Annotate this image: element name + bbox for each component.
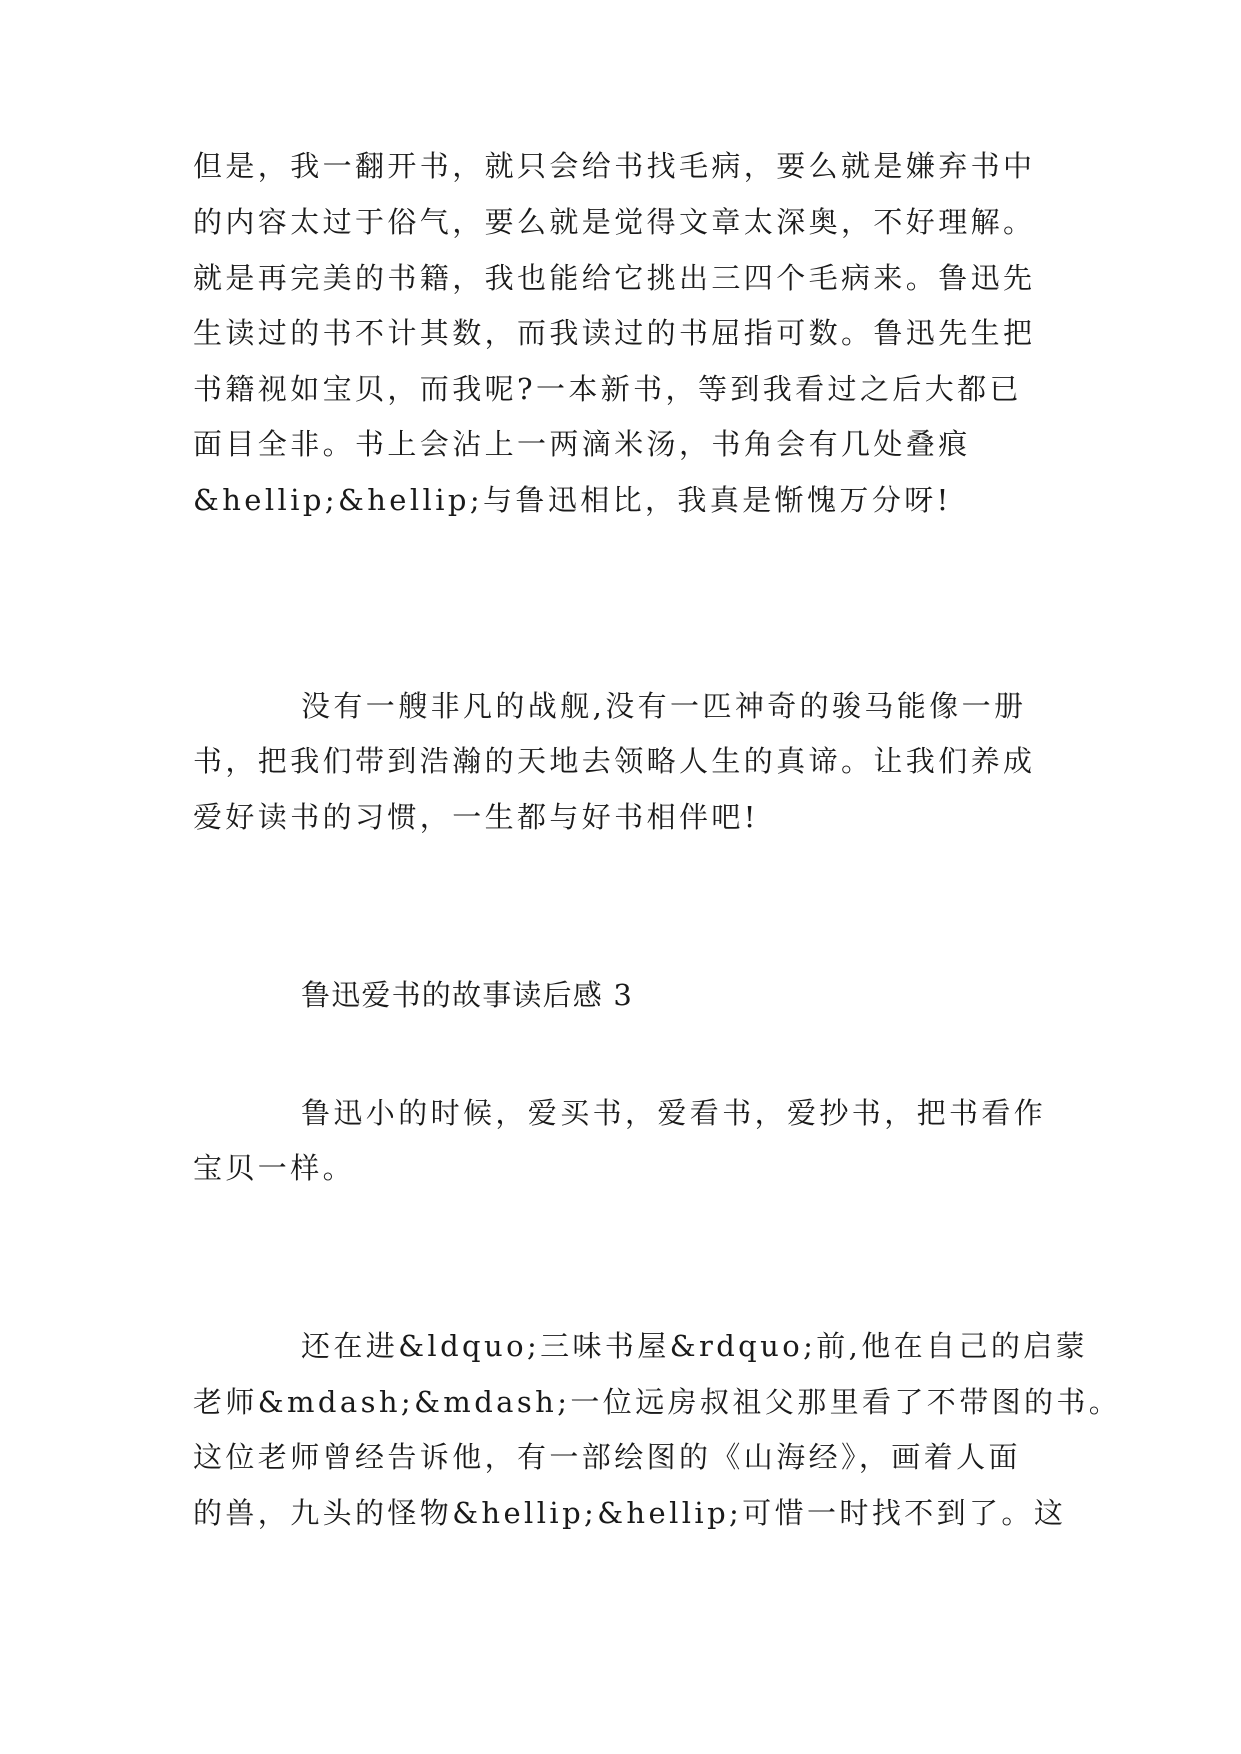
paragraph-line: 面目全非。书上会沾上一两滴米汤，书角会有几处叠痕 xyxy=(193,427,971,461)
paragraph-line: 还在进&ldquo;三味书屋&rdquo;前,他在自己的启蒙 xyxy=(301,1329,1089,1363)
paragraph-line: 书籍视如宝贝，而我呢?一本新书，等到我看过之后大都已 xyxy=(193,372,1022,406)
paragraph-line: &hellip;&hellip;与鲁迅相比，我真是惭愧万分呀! xyxy=(193,483,952,517)
paragraph-line: 老师&mdash;&mdash;一位远房叔祖父那里看了不带图的书。 xyxy=(193,1385,1122,1419)
paragraph-line: 宝贝一样。 xyxy=(193,1151,356,1185)
paragraph-line: 爱好读书的习惯，一生都与好书相伴吧! xyxy=(193,800,759,834)
section-heading: 鲁迅爱书的故事读后感 3 xyxy=(301,978,634,1012)
paragraph-line: 就是再完美的书籍，我也能给它挑出三四个毛病来。鲁迅先 xyxy=(193,261,1036,295)
paragraph-line: 鲁迅小的时候，爱买书，爱看书，爱抄书，把书看作 xyxy=(301,1096,1047,1130)
paragraph-line: 这位老师曾经告诉他，有一部绘图的《山海经》，画着人面 xyxy=(193,1440,1021,1474)
paragraph-line: 的兽，九头的怪物&hellip;&hellip;可惜一时找不到了。这 xyxy=(193,1496,1067,1530)
paragraph-line: 但是，我一翻开书，就只会给书找毛病，要么就是嫌弃书中 xyxy=(193,149,1036,183)
paragraph-line: 的内容太过于俗气，要么就是觉得文章太深奥，不好理解。 xyxy=(193,205,1036,239)
paragraph-line: 书，把我们带到浩瀚的天地去领略人生的真谛。让我们养成 xyxy=(193,744,1036,778)
paragraph-line: 生读过的书不计其数，而我读过的书屈指可数。鲁迅先生把 xyxy=(193,316,1036,350)
paragraph-line: 没有一艘非凡的战舰,没有一匹神奇的骏马能像一册 xyxy=(301,689,1027,723)
